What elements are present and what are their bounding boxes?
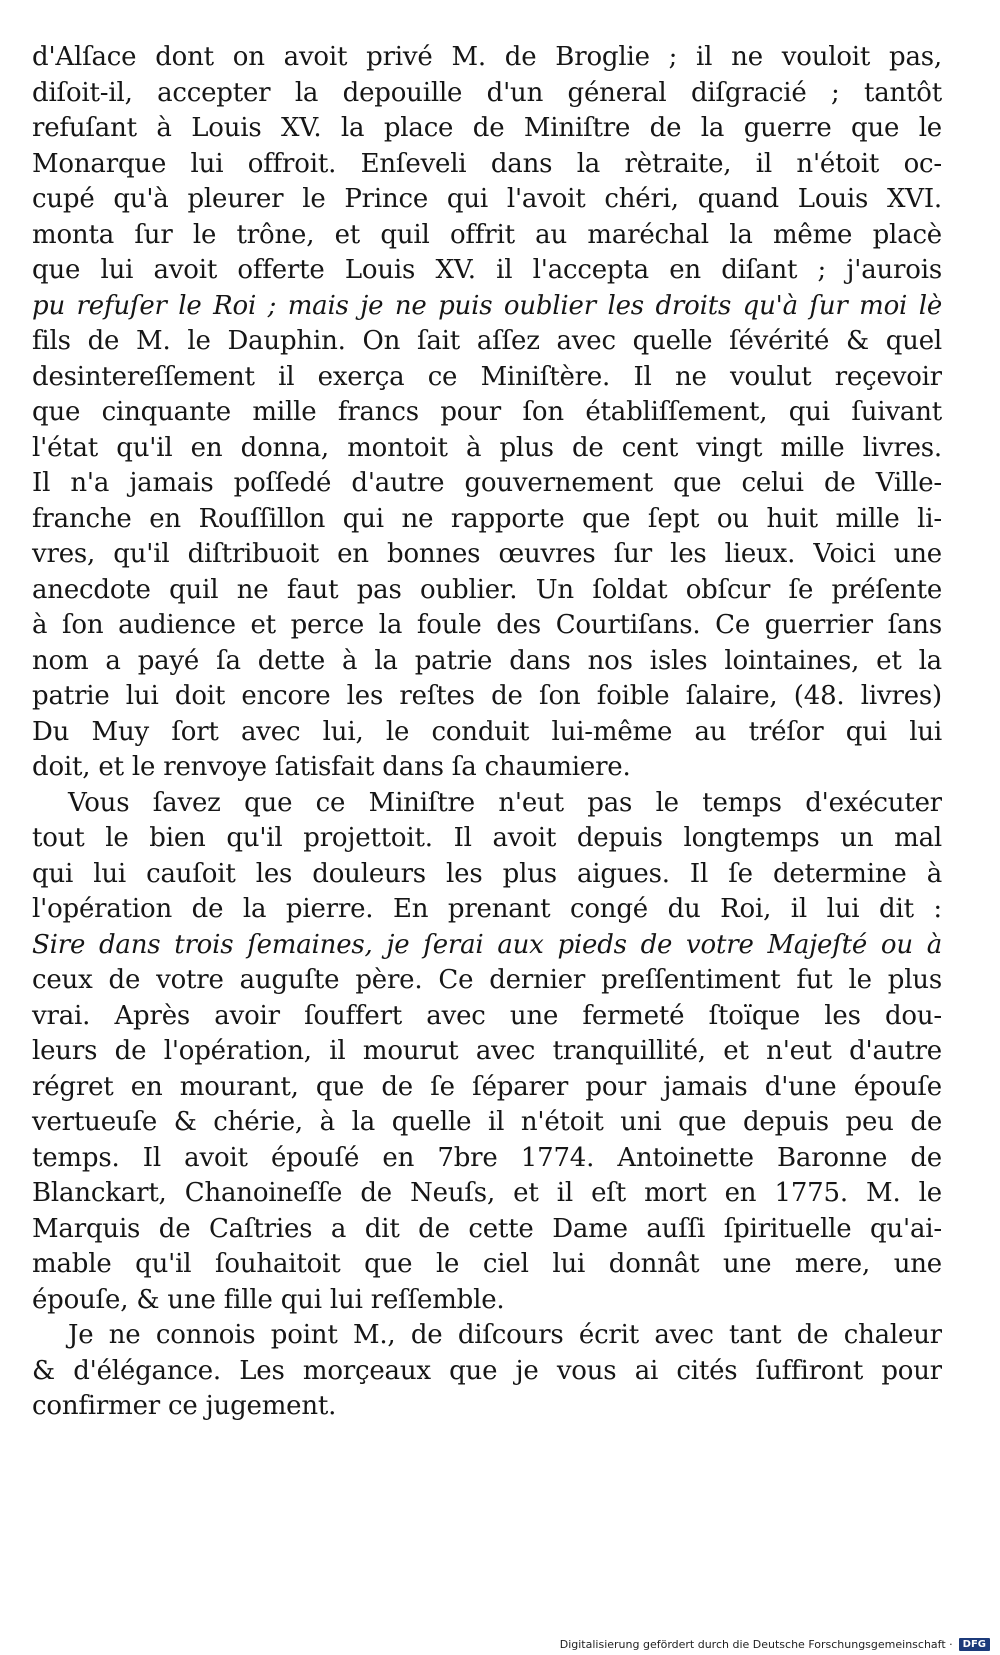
dfg-logo: DFG bbox=[959, 1638, 990, 1651]
text-line: ceux de votre auguſte père. Ce dernier preſſentiment fut le plus bbox=[32, 965, 942, 995]
text-line: Marquis de Caſtries a dit de cette Dame auſſi ſpirituelle qu'ai- bbox=[32, 1213, 942, 1244]
body-text bbox=[22, 40, 942, 1425]
text-line: leurs de l'opération, il mourut avec tranquillité, et n'eut d'autre bbox=[32, 1036, 942, 1066]
text-line: l'état qu'il en donna, montoit à plus de cent vingt mille livres. bbox=[32, 432, 942, 463]
text-line: cupé qu'à pleurer le Prince qui l'avoit chéri, quand Louis XVI. bbox=[32, 184, 942, 214]
text-line: desintereſſement il exerça ce Miniſtère. Il ne voulut reçevoir bbox=[32, 361, 942, 392]
text-line: anecdote quil ne faut pas oublier. Un ſoldat obſcur ſe préſente bbox=[32, 574, 942, 605]
text-line: Je ne connois point M., de diſcours écrit avec tant de chaleur bbox=[68, 1320, 942, 1350]
text-line: patrie lui doit encore les reſtes de ſon foible ſalaire, (48. livres) bbox=[32, 681, 942, 711]
text-line: diſoit-il, accepter la depouille d'un géneral diſgracié ; tantôt bbox=[32, 77, 942, 108]
text-line: que cinquante mille francs pour ſon établiſſement, qui ſuivant bbox=[32, 397, 942, 427]
text-line: temps. Il avoit épouſé en 7bre 1774. Antoinette Baronne de bbox=[32, 1142, 942, 1173]
text-line: & d'élégance. Les morçeaux que je vous ai cités ſuffiront pour bbox=[32, 1355, 942, 1386]
text-line: nom a payé ſa dette à la patrie dans nos isles lointaines, et la bbox=[32, 645, 942, 676]
text-line: pu refuſer le Roi ; mais je ne puis oublier les droits qu'à ſur moi lè bbox=[32, 290, 942, 321]
text-line: vres, qu'il diſtribuoit en bonnes œuvres ſur les lieux. Voici une bbox=[32, 539, 942, 569]
text-line: que lui avoit offerte Louis XV. il l'accepta en diſant ; j'aurois bbox=[32, 255, 942, 285]
text-line: qui lui cauſoit les douleurs les plus aigues. Il ſe determine à bbox=[32, 858, 942, 889]
text-line: épouſe, & une fille qui lui reſſemble. bbox=[32, 1284, 505, 1315]
text-line: monta ſur le trône, et quil offrit au maréchal la même placè bbox=[32, 219, 942, 250]
text-line: vertueuſe & chérie, à la quelle il n'étoit uni que depuis peu de bbox=[32, 1107, 942, 1137]
text-line: Blanckart, Chanoineſſe de Neuſs, et il eſt mort en 1775. M. le bbox=[32, 1178, 942, 1208]
digitization-footer bbox=[560, 1638, 990, 1651]
text-line: d'Alſace dont on avoit privé M. de Broglie ; il ne vouloit pas, bbox=[32, 42, 942, 72]
text-line: doit, et le renvoye ſatisfait dans ſa chaumiere. bbox=[32, 752, 631, 782]
text-line: l'opération de la pierre. En prenant congé du Roi, il lui dit : bbox=[32, 894, 942, 924]
text-line: mable qu'il ſouhaitoit que le ciel lui donnât une mere, une bbox=[32, 1249, 942, 1279]
text-line: Sire dans trois ſemaines, je ſerai aux pieds de votre Majeſté ou à bbox=[32, 929, 942, 960]
text-line: tout le bien qu'il projettoit. Il avoit depuis longtemps un mal bbox=[32, 823, 942, 853]
text-line: Monarque lui offroit. Enſeveli dans la rètraite, il n'étoit oc- bbox=[32, 148, 942, 179]
text-line: Il n'a jamais poſſedé d'autre gouvernement que celui de Ville- bbox=[32, 468, 942, 498]
text-line: Du Muy ſort avec lui, le conduit lui-même au tréſor qui lui bbox=[32, 716, 942, 747]
footer-text: Digitalisierung gefördert durch die Deutsche Forschungsgemeinschaft · bbox=[559, 1638, 953, 1651]
text-line: refuſant à Louis XV. la place de Miniſtre de la guerre que le bbox=[32, 113, 942, 143]
text-line: Vous ſavez que ce Miniſtre n'eut pas le temps d'exécuter bbox=[68, 787, 942, 818]
text-line: vrai. Après avoir ſouffert avec une fermeté ſtoïque les dou- bbox=[32, 1000, 942, 1031]
text-line: franche en Rouſſillon qui ne rapporte que ſept ou huit mille li- bbox=[32, 503, 942, 534]
text-line: régret en mourant, que de ſe ſéparer pour jamais d'une épouſe bbox=[32, 1071, 942, 1102]
text-line: confirmer ce jugement. bbox=[32, 1391, 337, 1421]
text-line: à ſon audience et perce la foule des Courtiſans. Ce guerrier ſans bbox=[32, 610, 942, 640]
text-line: fils de M. le Dauphin. On ſait aſſez avec quelle ſévérité & quel bbox=[32, 326, 942, 356]
